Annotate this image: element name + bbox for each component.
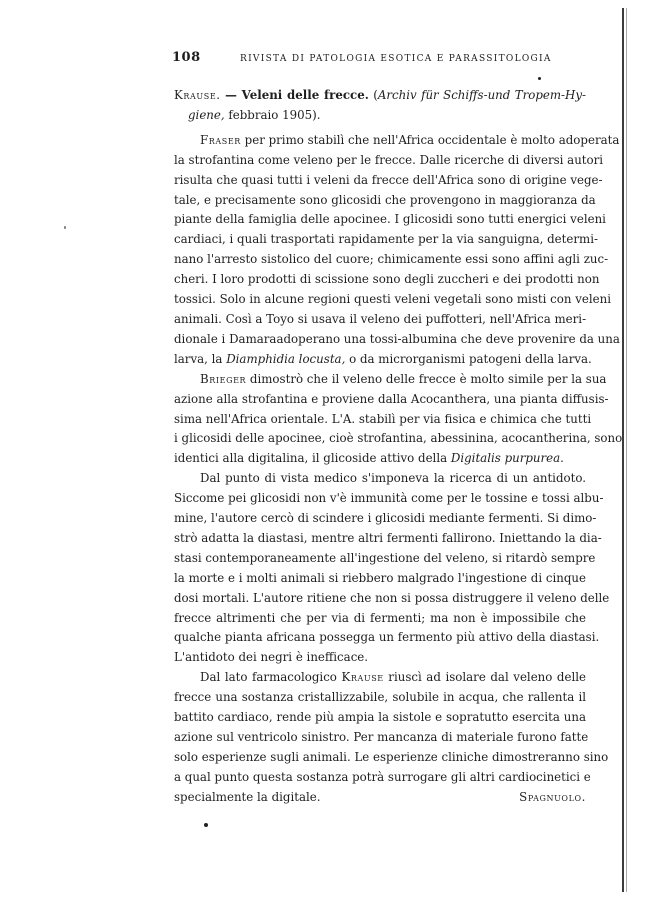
- text-line: identici alla digitalina, il glicoside attivo della Digitalis purpurea.: [174, 451, 564, 466]
- paragraph-1: [174, 131, 620, 370]
- text-line: frecce altrimenti che per via di fermenti; ma non è impossibile che: [174, 610, 586, 625]
- text-line: dosi mortali. L'autore ritiene che non si possa distruggere il veleno delle: [174, 590, 610, 605]
- entry-heading: [174, 86, 586, 126]
- species-name: Diamphidia locusta,: [226, 351, 346, 366]
- species-name: Digitalis purpurea.: [450, 451, 564, 466]
- text-line: Brieger dimostrò che il veleno delle frecce è molto simile per la sua: [200, 371, 607, 386]
- text-line: la strofantina come veleno per le frecce. Dalle ricerche di diversi autori: [174, 152, 604, 167]
- text-line: specialmente la digitale. Spagnuolo.: [174, 788, 586, 808]
- entry-title: — Veleni delle frecce.: [225, 88, 369, 102]
- paragraph-4: [174, 668, 609, 807]
- text-line: dionale i Damaraadoperano una tossi-albumina che deve provenire da una: [174, 331, 620, 346]
- page-number: 108: [172, 50, 201, 65]
- text-line: stasi contemporaneamente all'ingestione del veleno, si ritardò sempre: [174, 550, 596, 565]
- person-name: Fraser: [200, 132, 241, 147]
- text-line: nano l'arresto sistolico del cuore; chimicamente essi sono affini agli zuc-: [174, 252, 609, 267]
- text-line: tale, e precisamente sono glicosidi che provengono in maggioranza da: [174, 192, 596, 207]
- citation-paren: (: [373, 88, 378, 102]
- text-line: la morte e i molti animali si riebbero malgrado l'ingestione di cinque: [174, 570, 586, 585]
- text-line: frecce una sostanza cristallizzabile, solubile in acqua, che rallenta il: [174, 690, 586, 705]
- person-name: Brieger: [200, 371, 247, 386]
- person-name: Krause: [341, 670, 384, 685]
- entry-journal-cont: giene,: [188, 107, 225, 122]
- print-speck: [538, 77, 541, 80]
- text-line: qualche pianta africana possegga un fermento più attivo della diastasi.: [174, 630, 600, 645]
- entry-date: febbraio 1905).: [228, 107, 321, 122]
- entry-journal: Archiv für Schiffs-und Tropem-Hy-: [377, 88, 586, 102]
- text-line: a qual punto questa sostanza potrà surrogare gli altri cardiocinetici e: [174, 769, 591, 784]
- text-line: risulta che quasi tutti i veleni da frecce dell'Africa sono di origine vege-: [174, 172, 603, 187]
- text-line: battito cardiaco, rende più ampia la sistole e sopratutto esercita una: [174, 710, 586, 725]
- text-line: cardiaci, i quali trasportati rapidamente per la via sanguigna, determi-: [174, 232, 598, 247]
- text-line: [174, 106, 586, 126]
- text-line: animali. Così a Toyo si usava il veleno dei puffotteri, nell'Africa meri-: [174, 311, 587, 326]
- binding-edge-line: [622, 8, 624, 892]
- text-line: strò adatta la diastasi, mentre altri fermenti fallirono. Iniettando la dia-: [174, 530, 602, 545]
- text-line: Fraser per primo stabilì che nell'Africa occidentale è molto adoperata: [200, 132, 620, 147]
- text-line: mine, l'autore cercò di scindere i glicosidi mediante fermenti. Si dimo-: [174, 511, 597, 526]
- text-line: L'antidoto dei negri è inefficace.: [174, 650, 369, 665]
- text-line: tossici. Solo in alcune regioni questi veleni vegetali sono misti con veleni: [174, 292, 611, 307]
- text-line: [174, 86, 586, 106]
- binding-edge-shadow: [626, 8, 627, 892]
- print-speck: [204, 823, 208, 827]
- text-line: cheri. I loro prodotti di scissione sono degli zuccheri e dei prodotti non: [174, 272, 600, 287]
- running-head: RIVISTA DI PATOLOGIA ESOTICA E PARASSITOLOGIA: [240, 54, 552, 64]
- text-line: Dal lato farmacologico Krause riuscì ad isolare dal veleno delle: [200, 670, 586, 685]
- article-body: [174, 86, 623, 808]
- text-line: solo esperienze sugli animali. Le esperienze cliniche dimostreranno sino: [174, 749, 609, 764]
- text-line: piante della famiglia delle apocinee. I glicosidi sono tutti energici veleni: [174, 212, 606, 227]
- paragraph-3: [174, 469, 610, 668]
- paragraph-2: [174, 370, 623, 470]
- entry-author: Krause.: [174, 88, 221, 102]
- text-line: Siccome pei glicosidi non v'è immunità come per le tossine e tossi albu-: [174, 491, 604, 506]
- text-line: azione sul ventricolo sinistro. Per mancanza di materiale furono fatte: [174, 730, 589, 744]
- text-line: larva, la Diamphidia locusta, o da microrganismi patogeni della larva.: [174, 351, 592, 366]
- signature: Spagnuolo.: [519, 789, 586, 804]
- text-line: i glicosidi delle apocinee, cioè strofantina, abessinina, acocantherina, sono: [174, 431, 623, 446]
- text-line: azione alla strofantina e proviene dalla Acocanthera, una pianta diffusis-: [174, 391, 609, 406]
- text-line: Dal punto di vista medico s'imponeva la ricerca di un antidoto.: [200, 471, 586, 486]
- text-line: sima nell'Africa orientale. L'A. stabilì per via fisica e chimica che tutti: [174, 411, 592, 426]
- print-speck: [64, 226, 66, 229]
